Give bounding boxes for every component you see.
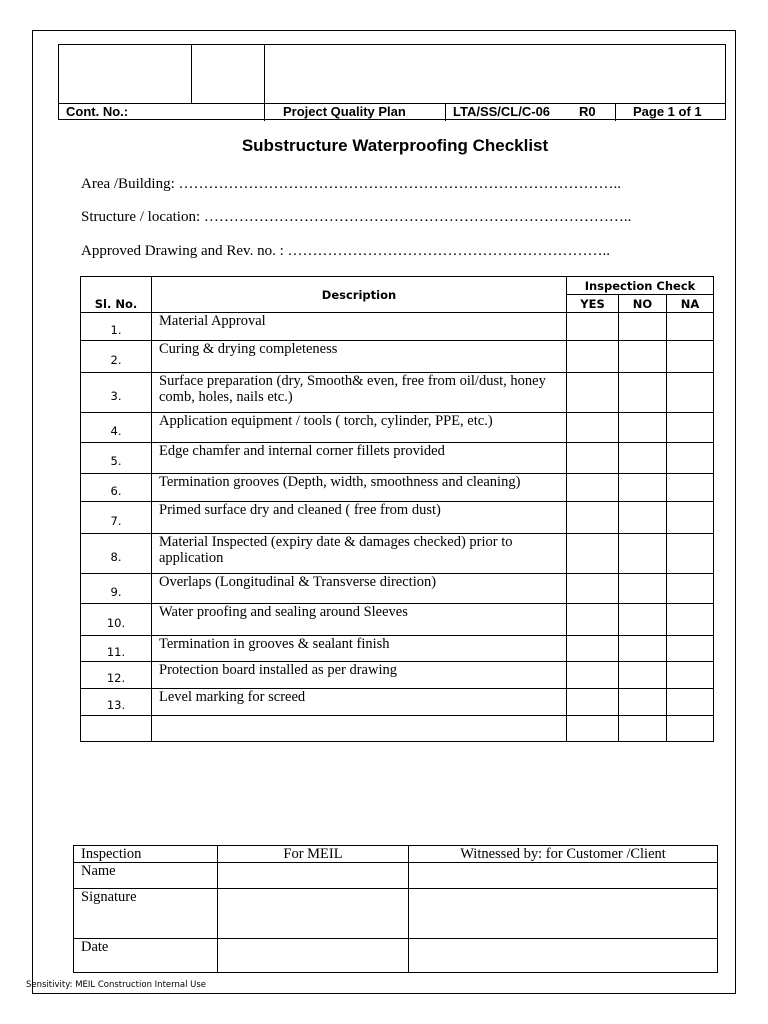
description-cell: Surface preparation (dry, Smooth& even, free from oil/dust, honey comb, holes, nails etc.) (152, 373, 567, 413)
no-checkbox-cell[interactable] (619, 373, 667, 413)
sensitivity-label: Sensitivity: MEIL Construction Internal Use (26, 980, 207, 990)
yes-checkbox-cell[interactable] (567, 662, 619, 689)
yes-checkbox-cell[interactable] (567, 341, 619, 373)
doc-number: LTA/SS/CL/C-06 (453, 104, 551, 119)
description-cell: Material Inspected (expiry date & damages checked) prior to application (152, 534, 567, 574)
sl-number: 8. (81, 534, 152, 574)
witnessed-by-header: Witnessed by: for Customer /Client (409, 846, 718, 863)
inspection-header: Inspection (74, 846, 218, 863)
empty-table-row (81, 716, 714, 742)
table-row (81, 689, 714, 716)
name-label: Name (74, 863, 218, 889)
table-row (81, 502, 714, 534)
table-row (81, 636, 714, 662)
signature-label: Signature (74, 889, 218, 939)
no-checkbox-cell[interactable] (619, 534, 667, 574)
na-checkbox-cell[interactable] (667, 534, 714, 574)
sl-number: 11. (81, 636, 152, 662)
description-cell: Termination grooves (Depth, width, smoothness and cleaning) (152, 474, 567, 502)
client-date-cell[interactable] (409, 939, 718, 973)
yes-checkbox-cell[interactable] (567, 443, 619, 474)
yes-checkbox-cell[interactable] (567, 604, 619, 636)
area-building-field: Area /Building: …………………………………………………………………………….. (81, 176, 621, 192)
client-name-cell[interactable] (409, 863, 718, 889)
description-cell: Material Approval (152, 313, 567, 341)
table-row (81, 474, 714, 502)
na-checkbox-cell[interactable] (667, 502, 714, 534)
no-checkbox-cell[interactable] (619, 341, 667, 373)
table-row (81, 662, 714, 689)
sl-number: 9. (81, 574, 152, 604)
no-checkbox-cell[interactable] (619, 413, 667, 443)
na-checkbox-cell[interactable] (667, 604, 714, 636)
na-checkbox-cell[interactable] (667, 341, 714, 373)
no-checkbox-cell[interactable] (619, 474, 667, 502)
empty-sl-cell (81, 716, 152, 742)
description-cell: Primed surface dry and cleaned ( free from dust) (152, 502, 567, 534)
revision: R0 (579, 104, 596, 119)
na-checkbox-cell[interactable] (667, 574, 714, 604)
checklist-table (80, 276, 714, 742)
yes-checkbox-cell[interactable] (567, 474, 619, 502)
no-checkbox-cell[interactable] (619, 604, 667, 636)
header-divider (264, 45, 265, 121)
client-signature-cell[interactable] (409, 889, 718, 939)
table-row (81, 341, 714, 373)
table-row (81, 373, 714, 413)
sl-number: 4. (81, 413, 152, 443)
yes-checkbox-cell[interactable] (567, 534, 619, 574)
na-checkbox-cell[interactable] (667, 443, 714, 474)
meil-signature-cell[interactable] (218, 889, 409, 939)
na-checkbox-cell[interactable] (667, 636, 714, 662)
na-header: NA (667, 295, 714, 313)
yes-checkbox-cell[interactable] (567, 716, 619, 742)
meil-date-cell[interactable] (218, 939, 409, 973)
table-row (81, 534, 714, 574)
sl-number: 7. (81, 502, 152, 534)
no-checkbox-cell[interactable] (619, 716, 667, 742)
cont-no-label: Cont. No.: (66, 104, 129, 119)
meil-name-cell[interactable] (218, 863, 409, 889)
table-row (81, 443, 714, 474)
yes-checkbox-cell[interactable] (567, 574, 619, 604)
description-cell: Overlaps (Longitudinal & Transverse direction) (152, 574, 567, 604)
no-checkbox-cell[interactable] (619, 636, 667, 662)
na-checkbox-cell[interactable] (667, 716, 714, 742)
sl-number: 10. (81, 604, 152, 636)
yes-checkbox-cell[interactable] (567, 689, 619, 716)
description-cell: Termination in grooves & sealant finish (152, 636, 567, 662)
yes-header: YES (567, 295, 619, 313)
header-divider (615, 103, 616, 121)
no-checkbox-cell[interactable] (619, 662, 667, 689)
header-divider (445, 103, 446, 121)
structure-location-field: Structure / location: ………………………………………………………………………….. (81, 209, 632, 225)
for-meil-header: For MEIL (218, 846, 409, 863)
no-checkbox-cell[interactable] (619, 574, 667, 604)
sl-number: 5. (81, 443, 152, 474)
yes-checkbox-cell[interactable] (567, 373, 619, 413)
date-label: Date (74, 939, 218, 973)
page-number: Page 1 of 1 (633, 104, 702, 119)
description-cell: Edge chamfer and internal corner fillets provided (152, 443, 567, 474)
inspection-signoff-table (73, 845, 718, 973)
sl-number: 12. (81, 662, 152, 689)
na-checkbox-cell[interactable] (667, 313, 714, 341)
sl-number: 3. (81, 373, 152, 413)
sl-number: 6. (81, 474, 152, 502)
table-row (81, 413, 714, 443)
yes-checkbox-cell[interactable] (567, 413, 619, 443)
yes-checkbox-cell[interactable] (567, 502, 619, 534)
yes-checkbox-cell[interactable] (567, 313, 619, 341)
table-row (81, 604, 714, 636)
inspection-check-header: Inspection Check (567, 277, 714, 295)
sl-number: 1. (81, 313, 152, 341)
description-cell: Curing & drying completeness (152, 341, 567, 373)
description-cell: Level marking for screed (152, 689, 567, 716)
sl-number: 13. (81, 689, 152, 716)
description-cell: Water proofing and sealing around Sleeves (152, 604, 567, 636)
no-checkbox-cell[interactable] (619, 689, 667, 716)
description-header: Description (152, 277, 567, 313)
sl-number: 2. (81, 341, 152, 373)
no-checkbox-cell[interactable] (619, 313, 667, 341)
empty-description-cell (152, 716, 567, 742)
na-checkbox-cell[interactable] (667, 662, 714, 689)
header-divider (191, 45, 192, 103)
table-row (81, 574, 714, 604)
plan-label: Project Quality Plan (283, 104, 406, 119)
yes-checkbox-cell[interactable] (567, 636, 619, 662)
na-checkbox-cell[interactable] (667, 474, 714, 502)
na-checkbox-cell[interactable] (667, 413, 714, 443)
page-title: Substructure Waterproofing Checklist (241, 136, 549, 155)
description-cell: Application equipment / tools ( torch, cylinder, PPE, etc.) (152, 413, 567, 443)
sl-no-header: Sl. No. (81, 277, 152, 313)
description-cell: Protection board installed as per drawing (152, 662, 567, 689)
approved-drawing-field: Approved Drawing and Rev. no. : ……………………………………………………….. (81, 243, 610, 259)
na-checkbox-cell[interactable] (667, 689, 714, 716)
document-header (58, 44, 726, 120)
no-header: NO (619, 295, 667, 313)
no-checkbox-cell[interactable] (619, 502, 667, 534)
na-checkbox-cell[interactable] (667, 373, 714, 413)
table-row (81, 313, 714, 341)
no-checkbox-cell[interactable] (619, 443, 667, 474)
